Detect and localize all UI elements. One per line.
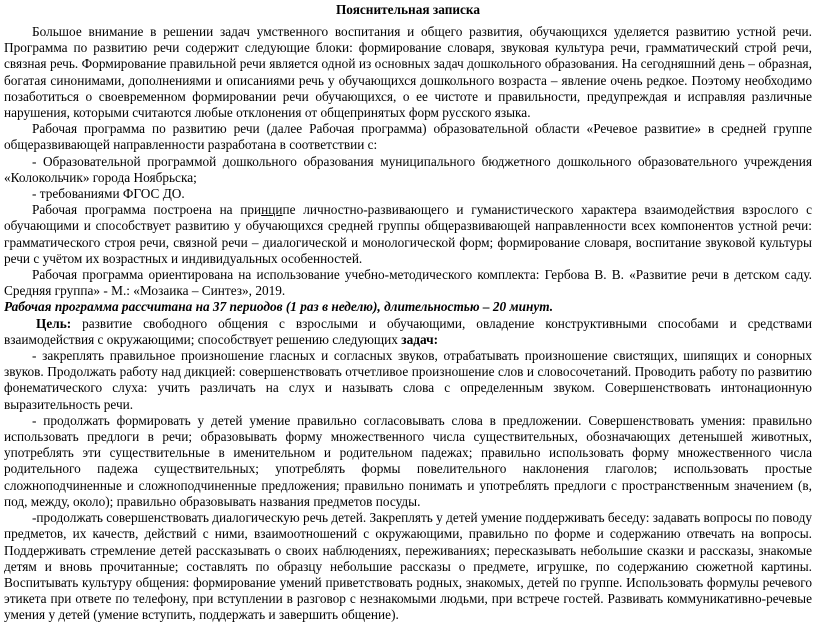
goal-label: Цель: — [36, 315, 72, 331]
task-grammar: - продолжать формировать у детей умение правильно согласовывать слова в предложении. Совершенствовать умения: правильно использовать предлоги в речи; образовывать форму множественного числа существительных, обозначающих детенышей животных, употреблять эти существительные в именительном и родительном падежах; правильно использовать форму множественного числа родительного падежа существительных; употреблять формы повелительного наклонения глаголов; использовать простые сложноподчиненные и сложноподчиненные предложения; правильно понимать и употреблять предлоги с пространственным значением (в, под, между, около); правильно образовывать названия предметов посуды. — [4, 412, 812, 509]
goal-text: развитие свободного общения с взрослыми и обучающими, овладение конструктивными способами и средствами взаимодействия с окружающими; способствует решению следующих — [4, 315, 812, 347]
duration-paragraph: Рабочая программа рассчитана на 37 периодов (1 раз в неделю), длительностью – 20 минут. — [4, 299, 554, 315]
methodology-paragraph: Рабочая программа ориентирована на использование учебно-методического комплекта: Гербова В. В. «Развитие речи в детском саду. Средняя группа» - М.: «Мозаика – Синтез», 2019. — [4, 267, 812, 299]
basis-item-program: - Образовательной программой дошкольного образования муниципального бюджетного дошкольного образовательного учреждения «Колокольчик» города Ноябрьска; — [4, 153, 812, 185]
tasks-label: задач: — [401, 331, 439, 347]
basis-item-fgos: - требованиями ФГОС ДО. — [32, 186, 185, 202]
page-title: Пояснительная записка — [335, 2, 481, 17]
program-basis-paragraph: Рабочая программа по развитию речи (далее Рабочая программа) образовательной области «Речевое развитие» в средней группе общеразвивающей направленности разработана в соответствии с: — [4, 121, 812, 153]
task-sound-culture: - закреплять правильное произношение гласных и согласных звуков, отрабатывать произношение свистящих, шипящих и сонорных звуков. Продолжать работу над дикцией: совершенствовать отчетливое произношение слов и словосочетаний. Проводить работу по развитию фонематического слуха: учить различать на слух и называть слова с определенным звуком. Совершенствовать интонационную выразительность речи. — [4, 348, 812, 412]
principle-text-underlined: нци — [261, 202, 283, 218]
principle-paragraph — [4, 202, 812, 267]
goal-paragraph — [4, 316, 812, 348]
task-dialogue: -продолжать совершенствовать диалогическую речь детей. Закреплять у детей умение поддерживать беседу: задавать вопросы по поводу предметов, их качеств, действий с ними, взаимоотношений с окружающими, правильно по форме и содержанию отвечать на вопросы. Поддерживать стремление детей рассказывать о своих наблюдениях, переживаниях; пересказывать небольшие сказки и рассказы, знакомые детям и вновь прочитанные; составлять по образцу небольшие рассказы о предмете, игрушке, по содержанию сюжетной картины. Воспитывать культуру общения: формирование умений приветствовать родных, знакомых, детей по группе. Использовать формулы речевого этикета при ответе по телефону, при вступлении в разговор с незнакомыми людьми, при встрече гостей. Развивать коммуникативно-речевые умения у детей (умение вступить, поддержать и завершить общение). — [4, 510, 812, 623]
principle-text-b: пе личностно-развивающего и гуманистического характера взаимодействия взрослого с обучающими и способствует развитию у обучающихся средней группы общеразвивающей направленности всех компонентов устной речи: грамматического строя речи, связной речи – диалогической и монологической форм; формирование словаря, воспитание звуковой культуры речи с учётом их возрастных и индивидуальных особенностей. — [4, 202, 812, 266]
document-page — [0, 2, 816, 623]
principle-text-a: Рабочая программа построена на при — [32, 202, 262, 218]
intro-paragraph: Большое внимание в решении задач умственного воспитания и общего развития, обучающихся уделяется развитию устной речи. Программа по развитию речи содержит следующие блоки: формирование словаря, звуковая культура речи, грамматический строй речи, связная речь. Формирование правильной речи является одной из основных задач дошкольного образования. На сегодняшний день – образная, богатая синонимами, дополнениями и описаниями речь у обучающихся дошкольного возраста – явление очень редкое. Поэтому необходимо позаботиться о своевременном формировании речи обучающихся, о ее чистоте и правильности, предупреждая и исправляя различные нарушения, которыми считаются любые отклонения от общепринятых форм русского языка. — [4, 24, 812, 121]
